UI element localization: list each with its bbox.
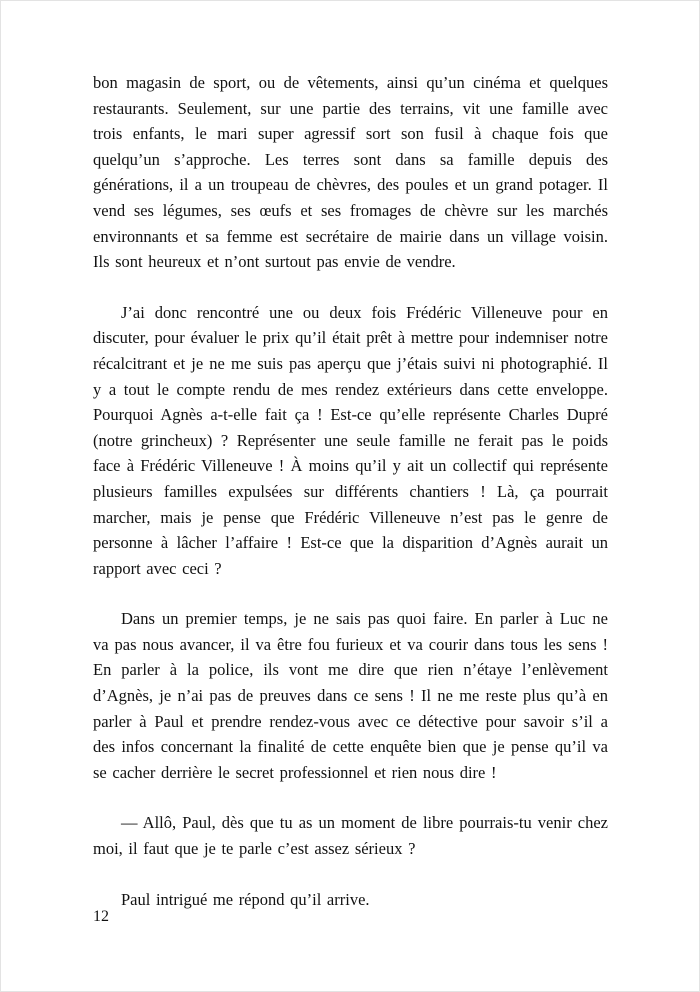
paragraph: Paul intrigué me répond qu’il arrive. [121, 889, 370, 909]
paragraph: J’ai donc rencontré une ou deux fois Frédéric Villeneuve pour en discuter, pour évaluer le prix qu’il était prêt à mettre pour indemniser notre récalcitrant et je ne me suis pas aperçu que j’étais suivi ni photographié. Il y a tout le compte rendu de mes rendez extérieurs dans cette enveloppe. Pourquoi Agnès a-t-elle fait ça ! Est-ce qu’elle représente Charles Dupré (notre grincheux) ? Représenter une seule famille ne ferait pas le poids face à Frédéric Villeneuve ! À moins qu’il y ait un collectif qui représente plusieurs familles expulsées sur différents chantiers ! Là, ça pourrait marcher, mais je pense que Frédéric Villeneuve n’est pas le genre de personne à lâcher l’affaire ! Est-ce que la disparition d’Agnès aurait un rapport avec ceci ? [93, 302, 608, 578]
paragraph: Dans un premier temps, je ne sais pas quoi faire. En parler à Luc ne va pas nous avancer, il va être fou furieux et va courir dans tous les sens ! En parler à la police, ils vont me dire que rien n’étaye l’enlèvement d’Agnès, je n’ai pas de preuves dans ce sens ! Il ne me reste plus qu’à en parler à Paul et prendre rendez-vous avec ce détective pour savoir s’il a des infos concernant la finalité de cette enquête bien que je pense qu’il va se cacher derrière le secret professionnel et rien nous dire ! [93, 609, 608, 782]
paragraph-continuation: bon magasin de sport, ou de vêtements, ainsi qu’un cinéma et quelques restaurants. Seulement, sur une partie des terrains, vit une famille avec trois enfants, le mari super agressif sort son fusil à chaque fois que quelqu’un s’approche. Les terres sont dans sa famille depuis des générations, il a un troupeau de chèvres, des poules et un grand potager. Il vend ses légumes, ses œufs et ses fromages de chèvre sur les marchés environnants et sa femme est secrétaire de mairie dans un village voisin. Ils sont heureux et n’ont surtout pas envie de vendre. [93, 73, 608, 272]
paragraph-dialogue: — Allô, Paul, dès que tu as un moment de libre pourrais-tu venir chez moi, il faut que je te parle c’est assez sérieux ? [93, 813, 608, 859]
page-number: 12 [93, 908, 109, 925]
page-text-block [93, 70, 608, 937]
